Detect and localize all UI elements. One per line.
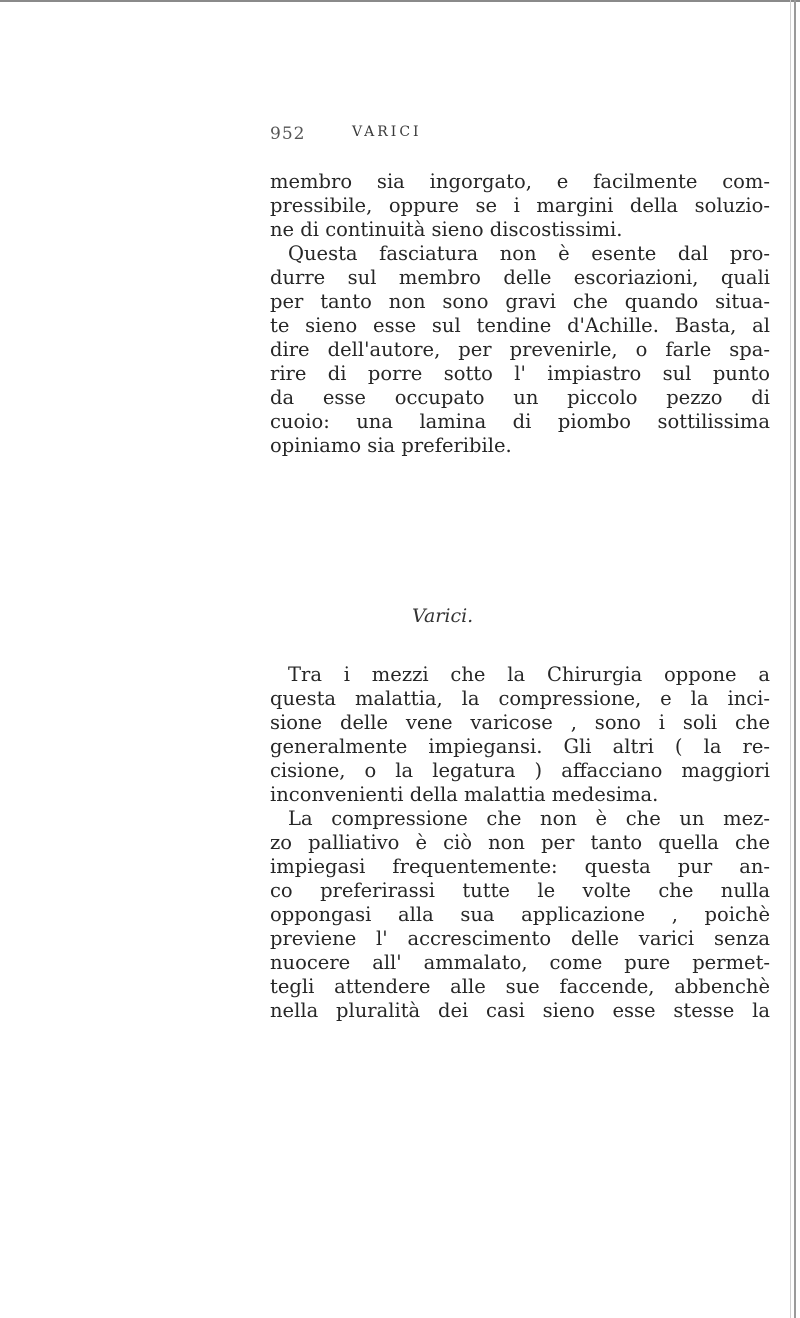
text-line: ne di continuità sieno discostissimi. (270, 218, 623, 241)
paragraph-fasciatura (270, 242, 770, 458)
text-block-bottom (270, 663, 770, 1023)
paragraph-continuation (270, 170, 770, 242)
text-line: durre sul membro delle escoriazioni, quali (270, 266, 770, 289)
text-line: da esse occupato un piccolo pezzo di (270, 386, 770, 409)
paragraph-compressione (270, 807, 770, 1023)
text-block-top (270, 170, 770, 458)
page-number: 952 (270, 124, 306, 144)
text-line: impiegasi frequentemente: questa pur an- (270, 855, 770, 878)
paragraph-mezzi (270, 663, 770, 807)
text-line: per tanto non sono gravi che quando situa- (270, 290, 770, 313)
text-line: tegli attendere alle sue faccende, abbenchè (270, 975, 770, 998)
text-line: membro sia ingorgato, e facilmente com- (270, 170, 770, 193)
text-line: nella pluralità dei casi sieno esse stesse la (270, 999, 770, 1022)
text-line: previene l' accrescimento delle varici senza (270, 927, 770, 950)
page-right-edge-shadow (790, 0, 791, 1318)
text-line: rire di porre sotto l' impiastro sul punto (270, 362, 770, 385)
text-line: oppongasi alla sua applicazione , poichè (270, 903, 770, 926)
text-line: Questa fasciatura non è esente dal pro- (288, 242, 770, 265)
text-line: cuoio: una lamina di piombo sottilissima (270, 410, 770, 433)
text-line: co preferirassi tutte le volte che nulla (270, 879, 770, 902)
running-head (270, 124, 630, 148)
text-line: inconvenienti della malattia medesima. (270, 783, 659, 806)
text-line: opiniamo sia preferibile. (270, 434, 512, 457)
text-line: nuocere all' ammalato, come pure permet- (270, 951, 770, 974)
running-title: VARICI (352, 124, 422, 140)
page-top-edge (0, 0, 800, 2)
page-right-edge (794, 0, 796, 1318)
section-heading: Varici. (412, 605, 474, 627)
text-line: pressibile, oppure se i margini della soluzio- (270, 194, 770, 217)
text-line: sione delle vene varicose , sono i soli che (270, 711, 770, 734)
text-line: questa malattia, la compressione, e la inci- (270, 687, 770, 710)
text-line: dire dell'autore, per prevenirle, o farle spa- (270, 338, 770, 361)
text-line: La compressione che non è che un mez- (288, 807, 770, 830)
text-line: te sieno esse sul tendine d'Achille. Basta, al (270, 314, 770, 337)
text-line: Tra i mezzi che la Chirurgia oppone a (288, 663, 770, 686)
text-line: generalmente impiegansi. Gli altri ( la re- (270, 735, 770, 758)
text-line: zo palliativo è ciò non per tanto quella che (270, 831, 770, 854)
text-line: cisione, o la legatura ) affacciano maggiori (270, 759, 770, 782)
